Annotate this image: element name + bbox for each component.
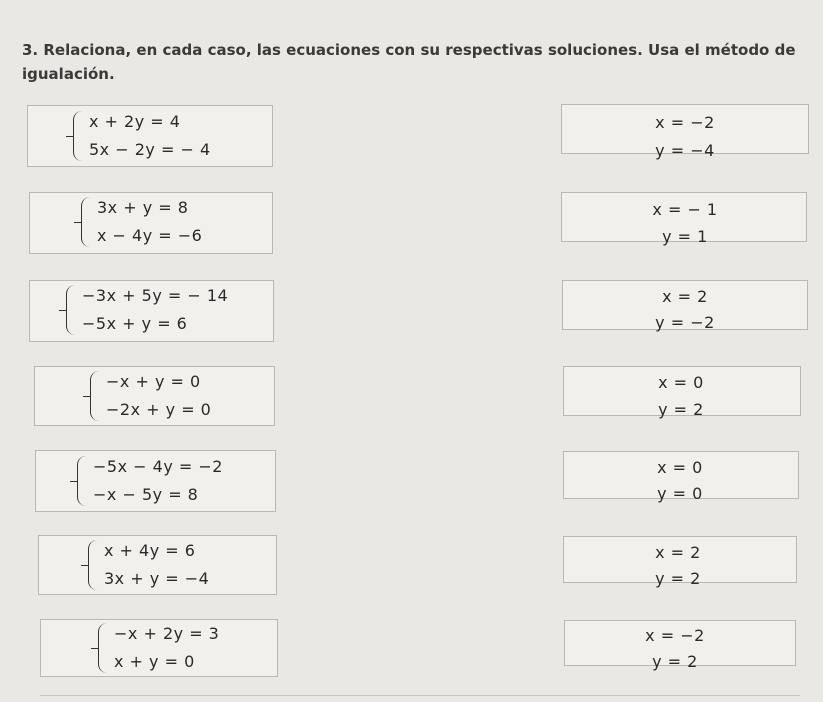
equation-system-3 <box>66 285 228 335</box>
equation-2: x − 4y = −6 <box>97 226 203 245</box>
brace-icon <box>73 111 83 161</box>
brace-icon <box>90 371 100 421</box>
equation-system-1 <box>73 111 211 161</box>
equation-1: −x + y = 0 <box>106 372 201 391</box>
exercise-instruction: 3. Relaciona, en cada caso, las ecuaciones con su respectivas soluciones. Usa el método de igualación. <box>22 41 796 83</box>
solution-y-7: y = 2 <box>652 652 698 671</box>
solution-y-1: y = −4 <box>655 141 715 160</box>
equation-1: x + 2y = 4 <box>89 112 181 131</box>
solution-y-3: y = −2 <box>655 313 715 332</box>
equation-2: −2x + y = 0 <box>106 400 212 419</box>
equation-1: x + 4y = 6 <box>104 541 196 560</box>
solution-y-6: y = 2 <box>655 569 701 588</box>
solution-x-5: x = 0 <box>657 458 703 477</box>
solution-y-5: y = 0 <box>657 484 703 503</box>
divider <box>40 695 800 696</box>
equation-system-7 <box>98 623 219 673</box>
equation-2: 5x − 2y = − 4 <box>89 140 211 159</box>
equation-1: 3x + y = 8 <box>97 198 189 217</box>
equation-system-5 <box>77 456 223 506</box>
brace-icon <box>88 540 98 590</box>
equation-system-6 <box>88 540 209 590</box>
equation-1: −x + 2y = 3 <box>114 624 220 643</box>
equation-1: −5x − 4y = −2 <box>93 457 223 476</box>
equation-2: −5x + y = 6 <box>82 314 188 333</box>
brace-icon <box>77 456 87 506</box>
solution-x-4: x = 0 <box>658 373 704 392</box>
equation-system-4 <box>90 371 211 421</box>
equation-2: −x − 5y = 8 <box>93 485 199 504</box>
solution-x-2: x = − 1 <box>652 200 718 219</box>
equation-system-2 <box>81 197 202 247</box>
solution-y-4: y = 2 <box>658 400 704 419</box>
solution-y-2: y = 1 <box>662 227 708 246</box>
solution-x-6: x = 2 <box>655 543 701 562</box>
solution-x-3: x = 2 <box>662 287 708 306</box>
brace-icon <box>98 623 108 673</box>
solution-x-1: x = −2 <box>655 113 715 132</box>
brace-icon <box>66 285 76 335</box>
equation-2: 3x + y = −4 <box>104 569 210 588</box>
equation-1: −3x + 5y = − 14 <box>82 286 229 305</box>
equation-2: x + y = 0 <box>114 652 195 671</box>
solution-x-7: x = −2 <box>645 626 705 645</box>
brace-icon <box>81 197 91 247</box>
